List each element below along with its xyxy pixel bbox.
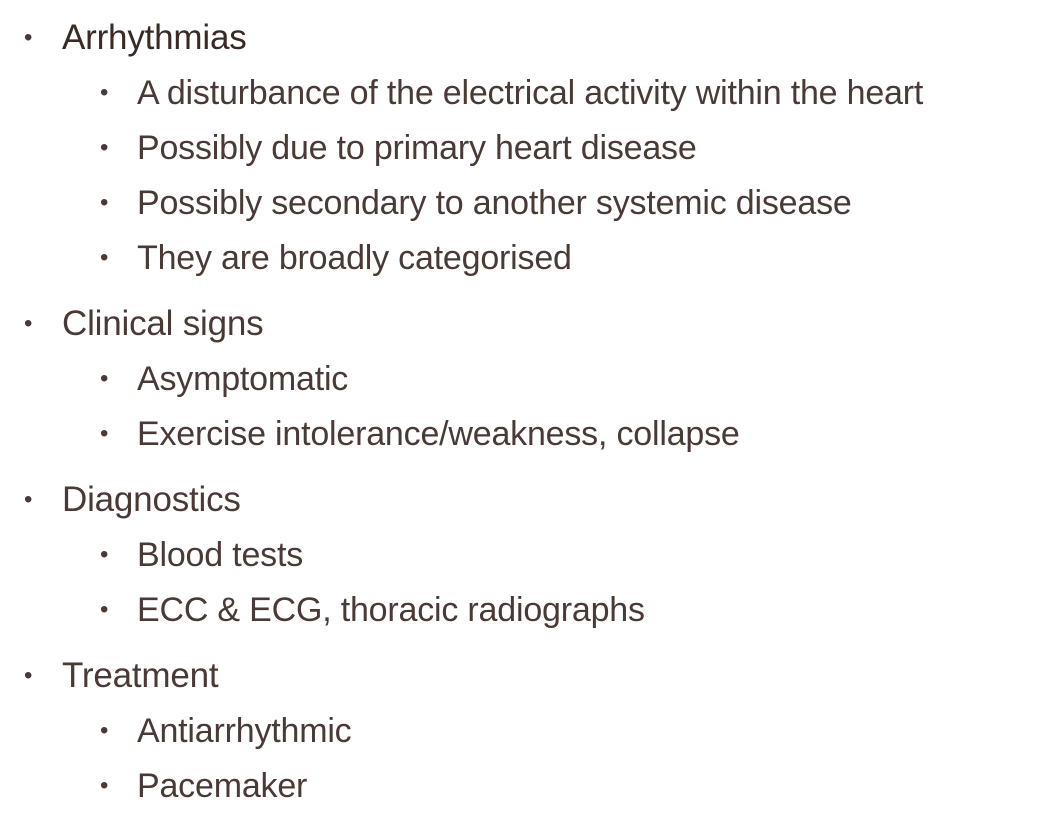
list-item-text: Possibly secondary to another systemic disease (137, 184, 852, 222)
list-item-text: ECC & ECG, thoracic radiographs (137, 591, 645, 629)
bullet-icon: • (24, 310, 33, 337)
list-item-text: Blood tests (137, 536, 304, 574)
bullet-icon: • (100, 79, 109, 106)
list-item-text: Possibly due to primary heart disease (137, 129, 697, 167)
list-item-text: Asymptomatic (137, 360, 349, 398)
bullet-icon: • (100, 420, 109, 447)
section-heading-text: Clinical signs (62, 304, 264, 343)
bullet-icon: • (100, 244, 109, 271)
section-heading-text: Diagnostics (62, 480, 241, 519)
bullet-icon: • (100, 596, 109, 623)
list-item-text: A disturbance of the electrical activity within the heart (137, 74, 924, 112)
bullet-icon: • (100, 189, 109, 216)
bullet-icon: • (100, 365, 109, 392)
bullet-icon: • (24, 486, 33, 513)
list-item-text: Antiarrhythmic (137, 712, 352, 750)
list-item-text: Exercise intolerance/weakness, collapse (137, 415, 740, 453)
section-heading-text: Treatment (62, 656, 219, 695)
list-item-text: They are broadly categorised (137, 239, 572, 277)
section-heading-text: Arrhythmias (62, 18, 247, 57)
bullet-icon: • (24, 662, 33, 689)
list-item-text: Pacemaker (137, 767, 308, 805)
bullet-icon: • (100, 772, 109, 799)
bullet-icon: • (24, 24, 33, 51)
bullet-icon: • (100, 717, 109, 744)
bullet-icon: • (100, 541, 109, 568)
bullet-icon: • (100, 134, 109, 161)
